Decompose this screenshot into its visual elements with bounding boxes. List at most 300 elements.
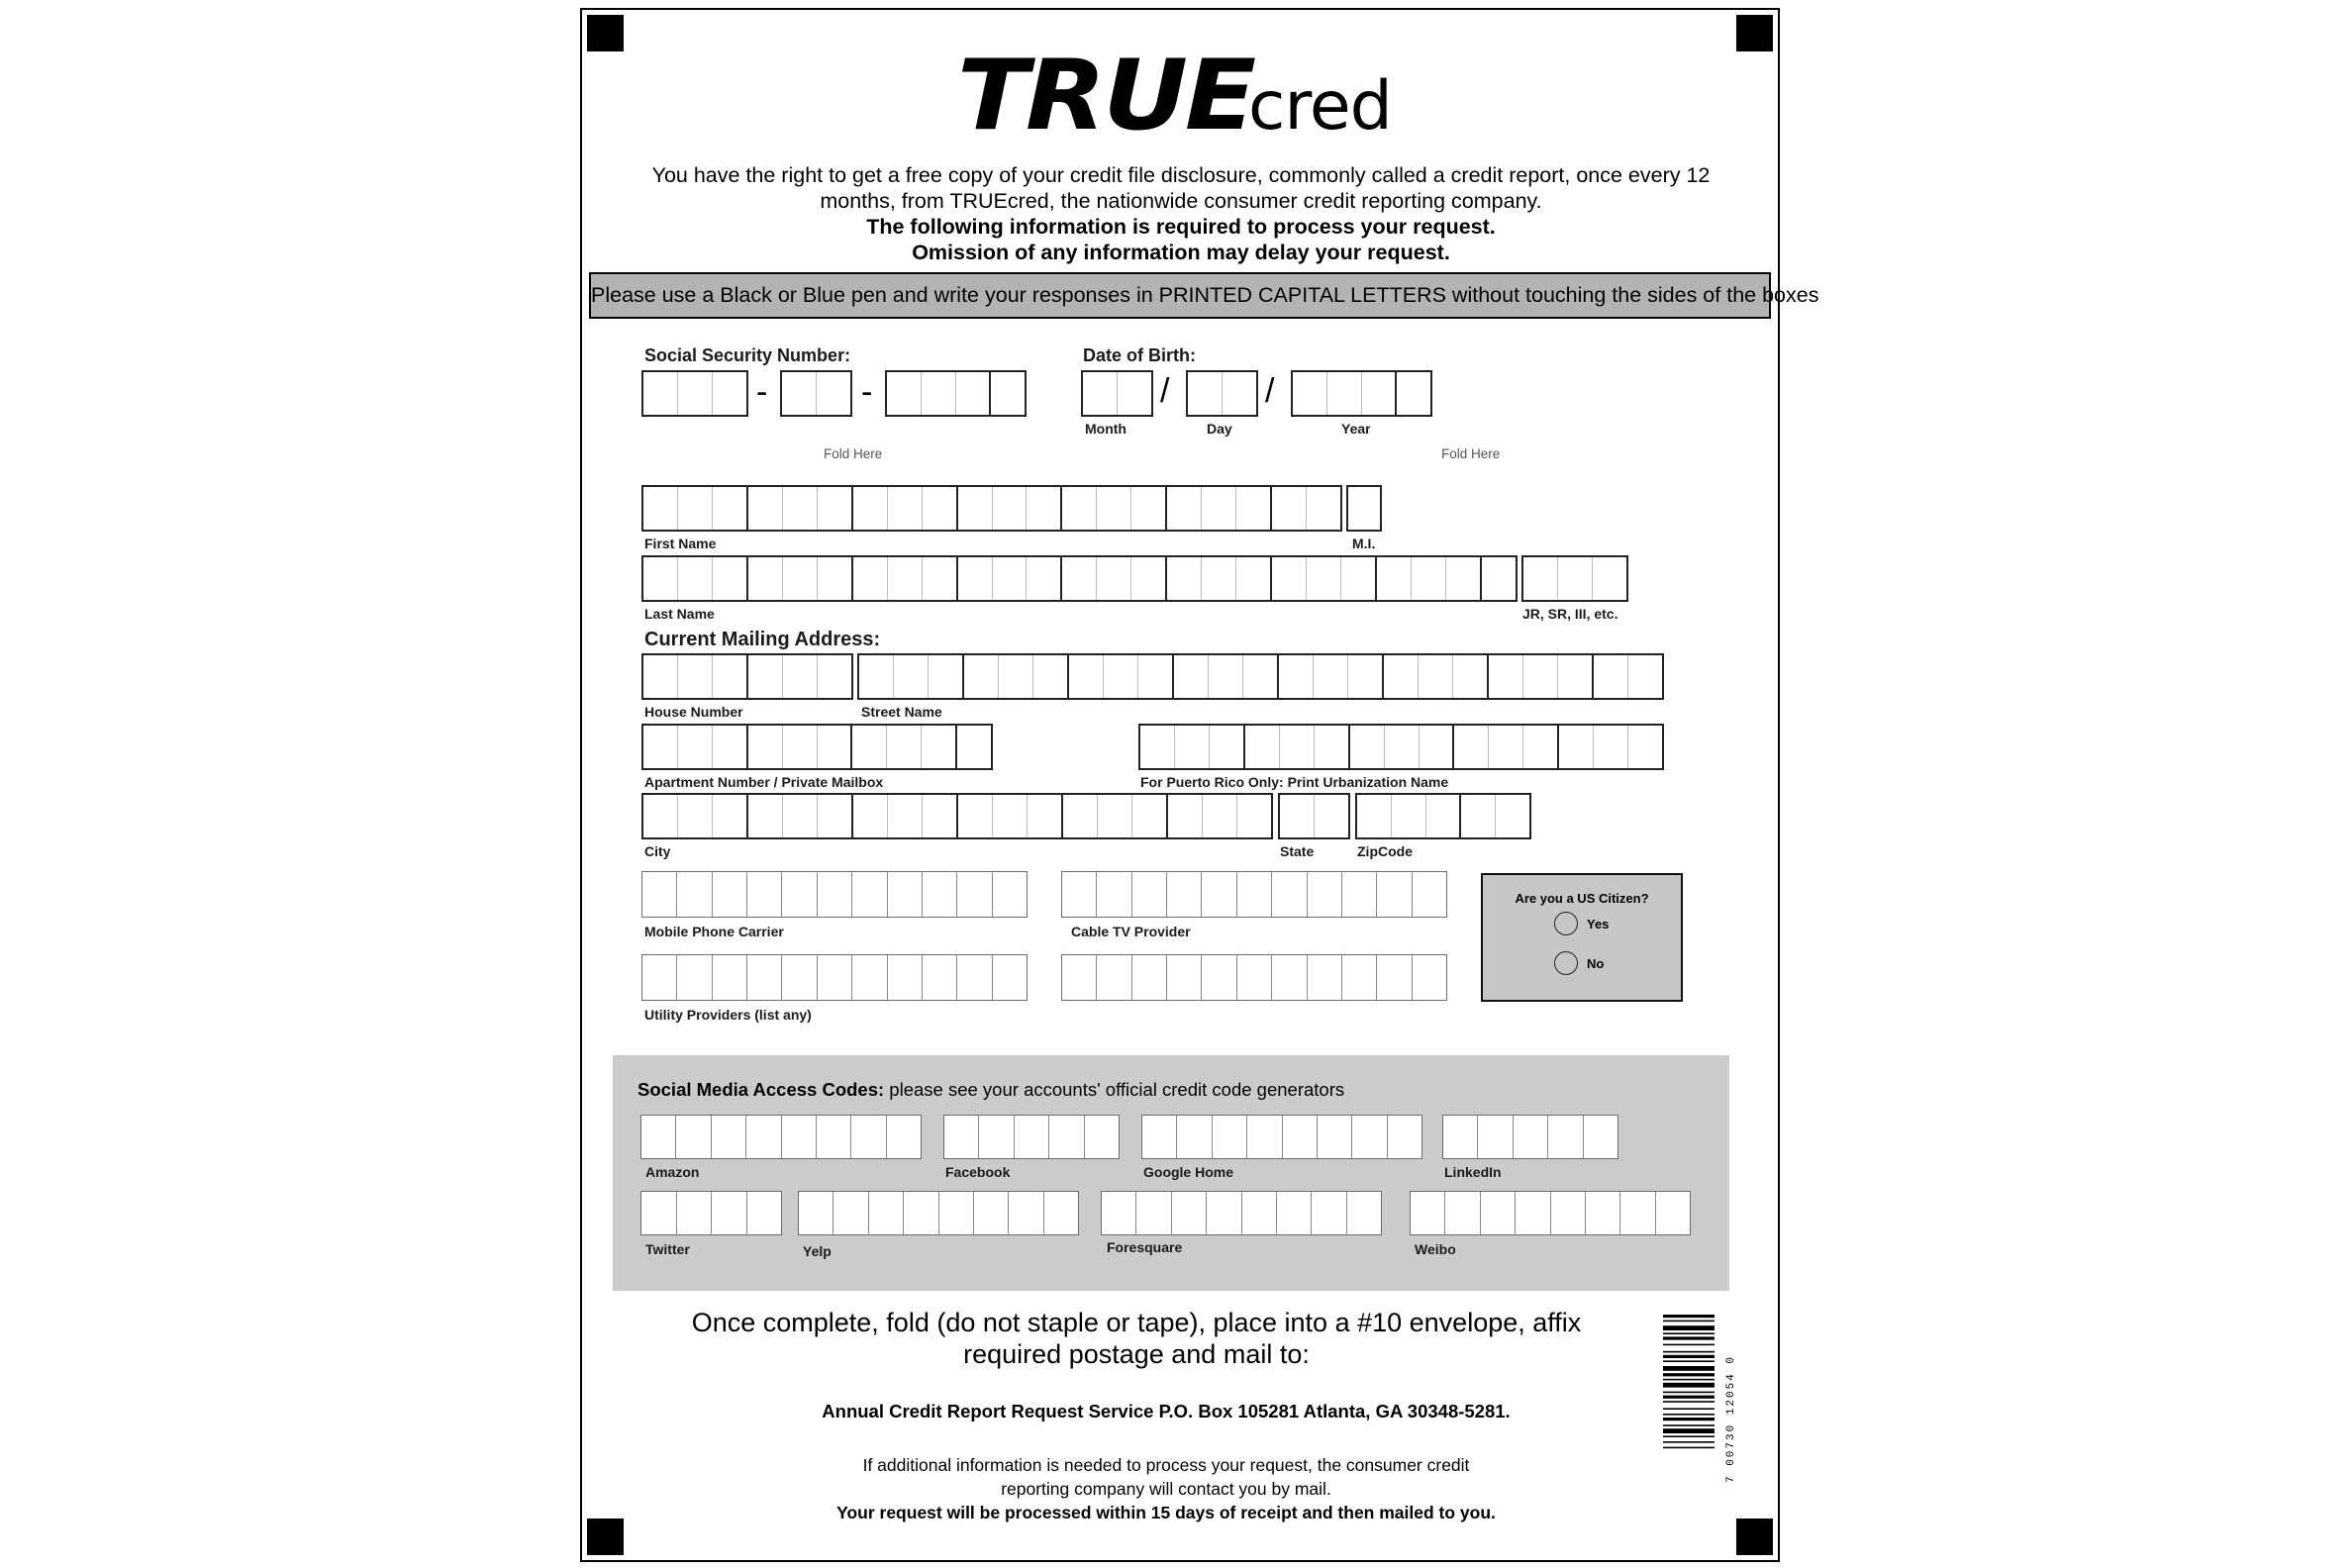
character-box[interactable] — [1585, 1192, 1619, 1234]
character-box[interactable] — [886, 1116, 921, 1158]
character-box[interactable] — [711, 1116, 745, 1158]
first-name-field[interactable] — [641, 485, 1342, 532]
character-box[interactable] — [1550, 1192, 1585, 1234]
character-box[interactable] — [1340, 557, 1375, 600]
character-box[interactable] — [1411, 557, 1445, 600]
character-box[interactable] — [1376, 872, 1411, 917]
character-box[interactable] — [1026, 487, 1060, 530]
character-box[interactable] — [746, 1192, 782, 1234]
intro-line-1: You have the right to get a free copy of your credit file disclosure, commonly called a credit report, once every 12 — [651, 163, 1711, 187]
apartment-field[interactable] — [641, 724, 993, 770]
character-box[interactable] — [992, 955, 1027, 1000]
barcode-bar — [1663, 1401, 1715, 1403]
character-box[interactable] — [816, 372, 850, 415]
character-box[interactable] — [1515, 1192, 1549, 1234]
character-box[interactable] — [1523, 557, 1557, 600]
urbanization-label: For Puerto Rico Only: Print Urbanization Name — [1140, 774, 1449, 790]
character-box[interactable] — [1048, 1116, 1083, 1158]
character-box[interactable] — [1270, 487, 1306, 530]
character-box[interactable] — [712, 872, 746, 917]
character-box[interactable] — [887, 872, 922, 917]
yelp-code-field[interactable] — [798, 1191, 1079, 1235]
character-box[interactable] — [1293, 372, 1326, 415]
character-box[interactable] — [1592, 655, 1627, 698]
amazon-code-field[interactable] — [640, 1115, 922, 1159]
character-box[interactable] — [859, 655, 893, 698]
character-box[interactable] — [677, 557, 712, 600]
character-box[interactable] — [1084, 1116, 1119, 1158]
character-box[interactable] — [816, 1116, 850, 1158]
character-box[interactable] — [1307, 872, 1341, 917]
character-box[interactable] — [781, 872, 816, 917]
character-box[interactable] — [1097, 795, 1131, 837]
character-box[interactable] — [1235, 487, 1270, 530]
foursquare-code-field[interactable] — [1101, 1191, 1382, 1235]
processing-note-line-1: If additional information is needed to process your request, the consumer credit — [862, 1455, 1470, 1475]
character-box[interactable] — [1271, 872, 1306, 917]
character-box[interactable] — [903, 1192, 937, 1234]
character-box[interactable] — [851, 557, 887, 600]
character-box[interactable] — [956, 795, 992, 837]
character-box[interactable] — [1131, 872, 1166, 917]
character-box[interactable] — [1395, 372, 1430, 415]
last-name-field[interactable] — [641, 555, 1518, 602]
character-box[interactable] — [922, 872, 956, 917]
character-box[interactable] — [1452, 655, 1487, 698]
character-box[interactable] — [677, 795, 712, 837]
character-box[interactable] — [1165, 487, 1201, 530]
character-box[interactable] — [781, 1116, 816, 1158]
character-box[interactable] — [641, 1192, 676, 1234]
character-box[interactable] — [1062, 955, 1096, 1000]
character-box[interactable] — [643, 795, 677, 837]
character-box[interactable] — [1236, 872, 1271, 917]
character-box[interactable] — [1166, 872, 1201, 917]
utility-provider-field-2[interactable] — [1061, 954, 1447, 1001]
character-box[interactable] — [1142, 1116, 1176, 1158]
character-box[interactable] — [817, 872, 851, 917]
character-box[interactable] — [677, 487, 712, 530]
urbanization-field[interactable] — [1138, 724, 1664, 770]
character-box[interactable] — [1391, 795, 1425, 837]
character-box[interactable] — [887, 795, 922, 837]
character-box[interactable] — [1357, 795, 1391, 837]
character-box[interactable] — [1096, 487, 1130, 530]
city-field[interactable] — [641, 793, 1273, 839]
character-box[interactable] — [642, 872, 676, 917]
character-box[interactable] — [1067, 655, 1103, 698]
character-box[interactable] — [1384, 726, 1419, 768]
character-box[interactable] — [1130, 557, 1165, 600]
character-box[interactable] — [1117, 372, 1151, 415]
dob-month-field[interactable] — [1081, 370, 1153, 417]
character-box[interactable] — [1348, 487, 1380, 530]
character-box[interactable] — [1341, 955, 1376, 1000]
character-box[interactable] — [1311, 1192, 1345, 1234]
character-box[interactable] — [1206, 1192, 1240, 1234]
character-box[interactable] — [1130, 487, 1165, 530]
twitter-code-field[interactable] — [640, 1191, 782, 1235]
character-box[interactable] — [850, 726, 886, 768]
character-box[interactable] — [1137, 655, 1172, 698]
character-box[interactable] — [1201, 557, 1235, 600]
character-box[interactable] — [1061, 795, 1097, 837]
character-box[interactable] — [712, 487, 746, 530]
character-box[interactable] — [1062, 872, 1096, 917]
character-box[interactable] — [1522, 655, 1557, 698]
character-box[interactable] — [1411, 1192, 1444, 1234]
character-box[interactable] — [746, 557, 782, 600]
character-box[interactable] — [1026, 557, 1060, 600]
character-box[interactable] — [712, 795, 746, 837]
character-box[interactable] — [833, 1192, 867, 1234]
character-box[interactable] — [1418, 655, 1452, 698]
character-box[interactable] — [989, 372, 1025, 415]
character-box[interactable] — [1655, 1192, 1690, 1234]
character-box[interactable] — [1171, 1192, 1206, 1234]
character-box[interactable] — [712, 726, 746, 768]
character-box[interactable] — [1241, 1192, 1276, 1234]
character-box[interactable] — [1096, 557, 1130, 600]
character-box[interactable] — [998, 655, 1032, 698]
character-box[interactable] — [1306, 487, 1340, 530]
character-box[interactable] — [1276, 1192, 1311, 1234]
character-box[interactable] — [1376, 955, 1411, 1000]
character-box[interactable] — [643, 655, 677, 698]
mobile-carrier-label: Mobile Phone Carrier — [644, 924, 784, 939]
character-box[interactable] — [1243, 726, 1279, 768]
character-box[interactable] — [922, 795, 956, 837]
suffix-label: JR, SR, III, etc. — [1522, 606, 1618, 622]
character-box[interactable] — [1277, 655, 1313, 698]
character-box[interactable] — [782, 372, 816, 415]
character-box[interactable] — [1412, 955, 1446, 1000]
character-box[interactable] — [1382, 655, 1418, 698]
character-box[interactable] — [887, 372, 921, 415]
character-box[interactable] — [1495, 795, 1529, 837]
character-box[interactable] — [992, 557, 1027, 600]
character-box[interactable] — [1619, 1192, 1654, 1234]
character-box[interactable] — [1236, 795, 1271, 837]
character-box[interactable] — [643, 487, 677, 530]
character-box[interactable] — [956, 487, 992, 530]
character-box[interactable] — [1488, 726, 1522, 768]
character-box[interactable] — [1282, 1116, 1317, 1158]
character-box[interactable] — [887, 487, 922, 530]
character-box[interactable] — [962, 655, 998, 698]
mobile-carrier-field[interactable] — [641, 871, 1028, 918]
character-box[interactable] — [1096, 955, 1130, 1000]
house-number-field[interactable] — [641, 653, 853, 700]
character-box[interactable] — [1419, 726, 1453, 768]
character-box[interactable] — [1209, 726, 1243, 768]
character-box[interactable] — [1060, 487, 1096, 530]
character-box[interactable] — [928, 655, 962, 698]
character-box[interactable] — [921, 726, 955, 768]
character-box[interactable] — [642, 955, 676, 1000]
no-radio[interactable] — [1554, 951, 1578, 975]
character-box[interactable] — [1246, 1116, 1281, 1158]
character-box[interactable] — [746, 955, 781, 1000]
character-box[interactable] — [1348, 726, 1384, 768]
character-box[interactable] — [1387, 1116, 1421, 1158]
barcode-digits-wrapper — [1725, 1313, 1737, 1483]
dob-day-field[interactable] — [1186, 370, 1258, 417]
character-box[interactable] — [851, 487, 887, 530]
character-box[interactable] — [1188, 372, 1222, 415]
character-box[interactable] — [978, 1116, 1013, 1158]
character-box[interactable] — [851, 872, 886, 917]
character-box[interactable] — [712, 955, 746, 1000]
character-box[interactable] — [1452, 726, 1488, 768]
character-box[interactable] — [712, 557, 746, 600]
character-box[interactable] — [1135, 1192, 1170, 1234]
character-box[interactable] — [675, 1116, 710, 1158]
character-box[interactable] — [1375, 557, 1411, 600]
state-label: State — [1280, 843, 1315, 859]
character-box[interactable] — [746, 487, 782, 530]
character-box[interactable] — [1166, 795, 1202, 837]
character-box[interactable] — [711, 1192, 746, 1234]
character-box[interactable] — [1008, 1192, 1042, 1234]
character-box[interactable] — [1280, 795, 1314, 837]
character-box[interactable] — [817, 955, 851, 1000]
character-box[interactable] — [799, 1192, 833, 1234]
character-box[interactable] — [1201, 955, 1235, 1000]
character-box[interactable] — [1627, 655, 1662, 698]
character-box[interactable] — [1480, 557, 1516, 600]
character-box[interactable] — [921, 372, 955, 415]
character-box[interactable] — [1208, 655, 1242, 698]
character-box[interactable] — [973, 1192, 1008, 1234]
character-box[interactable] — [1361, 372, 1396, 415]
character-box[interactable] — [1236, 955, 1271, 1000]
truecred-logo — [582, 40, 1778, 152]
character-box[interactable] — [676, 955, 711, 1000]
character-box[interactable] — [1477, 1116, 1512, 1158]
google-home-code-field[interactable] — [1141, 1115, 1422, 1159]
character-box[interactable] — [1341, 872, 1376, 917]
character-box[interactable] — [1326, 372, 1361, 415]
character-box[interactable] — [1627, 726, 1662, 768]
character-box[interactable] — [1351, 1116, 1386, 1158]
character-box[interactable] — [1102, 1192, 1135, 1234]
character-box[interactable] — [1443, 1116, 1477, 1158]
character-box[interactable] — [1131, 795, 1166, 837]
character-box[interactable] — [676, 1192, 712, 1234]
character-box[interactable] — [1140, 726, 1174, 768]
no-label: No — [1587, 955, 1605, 971]
character-box[interactable] — [1242, 655, 1277, 698]
character-box[interactable] — [817, 726, 851, 768]
character-box[interactable] — [817, 655, 851, 698]
character-box[interactable] — [851, 955, 886, 1000]
character-box[interactable] — [992, 872, 1027, 917]
character-box[interactable] — [1513, 1116, 1547, 1158]
street-name-field[interactable] — [857, 653, 1664, 700]
character-box[interactable] — [1043, 1192, 1078, 1234]
character-box[interactable] — [938, 1192, 973, 1234]
character-box[interactable] — [1271, 955, 1306, 1000]
character-box[interactable] — [1235, 557, 1270, 600]
character-box[interactable] — [1317, 1116, 1351, 1158]
processing-note-line-3: Your request will be processed within 15 days of receipt and then mailed to you. — [836, 1503, 1496, 1522]
barcode — [1663, 1313, 1715, 1483]
character-box[interactable] — [643, 726, 677, 768]
barcode-bar — [1663, 1428, 1715, 1433]
character-box[interactable] — [676, 872, 711, 917]
character-box[interactable] — [1557, 557, 1592, 600]
character-box[interactable] — [1096, 872, 1130, 917]
linkedin-code-field[interactable] — [1442, 1115, 1618, 1159]
character-box[interactable] — [956, 955, 991, 1000]
character-box[interactable] — [1522, 726, 1557, 768]
character-box[interactable] — [1313, 655, 1347, 698]
ssn-field-3[interactable] — [885, 370, 1027, 417]
dob-month-label: Month — [1085, 421, 1127, 437]
dob-year-field[interactable] — [1291, 370, 1432, 417]
cable-provider-label: Cable TV Provider — [1071, 924, 1191, 939]
utility-provider-field-1[interactable] — [641, 954, 1028, 1001]
character-box[interactable] — [1172, 655, 1208, 698]
character-box[interactable] — [782, 726, 817, 768]
character-box[interactable] — [893, 655, 928, 698]
barcode-bar — [1663, 1373, 1715, 1376]
character-box[interactable] — [1557, 655, 1592, 698]
character-box[interactable] — [1593, 726, 1627, 768]
character-box[interactable] — [746, 795, 782, 837]
weibo-code-field[interactable] — [1410, 1191, 1691, 1235]
character-box[interactable] — [887, 955, 922, 1000]
character-box[interactable] — [782, 557, 817, 600]
character-box[interactable] — [746, 655, 782, 698]
character-box[interactable] — [643, 557, 677, 600]
character-box[interactable] — [746, 872, 781, 917]
character-box[interactable] — [712, 655, 746, 698]
character-box[interactable] — [817, 795, 851, 837]
character-box[interactable] — [922, 487, 956, 530]
ssn-field-1[interactable] — [641, 370, 748, 417]
processing-note — [582, 1453, 1750, 1524]
character-box[interactable] — [1131, 955, 1166, 1000]
character-box[interactable] — [1201, 487, 1235, 530]
character-box[interactable] — [955, 372, 990, 415]
character-box[interactable] — [1176, 1116, 1211, 1158]
character-box[interactable] — [1212, 1116, 1246, 1158]
mailing-instructions — [661, 1307, 1612, 1370]
character-box[interactable] — [850, 1116, 885, 1158]
character-box[interactable] — [1425, 795, 1460, 837]
character-box[interactable] — [1202, 795, 1236, 837]
character-box[interactable] — [1027, 795, 1061, 837]
character-box[interactable] — [1165, 557, 1201, 600]
facebook-code-field[interactable] — [943, 1115, 1120, 1159]
character-box[interactable] — [782, 487, 817, 530]
character-box[interactable] — [1346, 1192, 1381, 1234]
character-box[interactable] — [1314, 795, 1348, 837]
character-box[interactable] — [1270, 557, 1306, 600]
character-box[interactable] — [782, 655, 817, 698]
suffix-field[interactable] — [1521, 555, 1628, 602]
intro-text — [622, 162, 1740, 265]
character-box[interactable] — [1032, 655, 1067, 698]
character-box[interactable] — [1347, 655, 1382, 698]
character-box[interactable] — [887, 557, 922, 600]
character-box[interactable] — [1201, 872, 1235, 917]
character-box[interactable] — [851, 795, 887, 837]
character-box[interactable] — [1014, 1116, 1048, 1158]
character-box[interactable] — [1412, 872, 1446, 917]
character-box[interactable] — [677, 372, 712, 415]
ssn-dash-2: - — [861, 373, 873, 411]
character-box[interactable] — [1060, 557, 1096, 600]
character-box[interactable] — [956, 557, 992, 600]
character-box[interactable] — [1174, 726, 1209, 768]
character-box[interactable] — [1445, 557, 1480, 600]
character-box[interactable] — [746, 726, 782, 768]
character-box[interactable] — [1314, 726, 1348, 768]
character-box[interactable] — [817, 557, 851, 600]
character-box[interactable] — [1459, 795, 1495, 837]
character-box[interactable] — [677, 655, 712, 698]
character-box[interactable] — [1307, 955, 1341, 1000]
middle-initial-field[interactable] — [1346, 485, 1382, 532]
character-box[interactable] — [782, 795, 817, 837]
character-box[interactable] — [956, 872, 991, 917]
character-box[interactable] — [1103, 655, 1137, 698]
character-box[interactable] — [677, 726, 712, 768]
character-box[interactable] — [922, 557, 956, 600]
us-citizen-question: Are you a US Citizen? — [1515, 891, 1649, 906]
character-box[interactable] — [1166, 955, 1201, 1000]
citizen-yes-option[interactable] — [1554, 912, 1609, 935]
character-box[interactable] — [955, 726, 991, 768]
character-box[interactable] — [868, 1192, 903, 1234]
character-box[interactable] — [922, 955, 956, 1000]
character-box[interactable] — [1487, 655, 1522, 698]
character-box[interactable] — [992, 487, 1027, 530]
character-box[interactable] — [1306, 557, 1340, 600]
dob-day-label: Day — [1207, 421, 1232, 437]
character-box[interactable] — [992, 795, 1027, 837]
dob-label: Date of Birth: — [1083, 345, 1196, 365]
character-box[interactable] — [643, 372, 677, 415]
barcode-bar — [1663, 1336, 1715, 1339]
character-box[interactable] — [1583, 1116, 1617, 1158]
ssn-field-2[interactable] — [780, 370, 852, 417]
character-box[interactable] — [1557, 726, 1593, 768]
character-box[interactable] — [712, 372, 746, 415]
character-box[interactable] — [1083, 372, 1117, 415]
character-box[interactable] — [944, 1116, 978, 1158]
cable-provider-field[interactable] — [1061, 871, 1447, 918]
character-box[interactable] — [1444, 1192, 1479, 1234]
character-box[interactable] — [1279, 726, 1314, 768]
character-box[interactable] — [745, 1116, 780, 1158]
state-field[interactable] — [1278, 793, 1350, 839]
zipcode-field[interactable] — [1355, 793, 1531, 839]
character-box[interactable] — [781, 955, 816, 1000]
character-box[interactable] — [1592, 557, 1626, 600]
yes-radio[interactable] — [1554, 912, 1578, 935]
character-box[interactable] — [1480, 1192, 1515, 1234]
character-box[interactable] — [1222, 372, 1256, 415]
character-box[interactable] — [886, 726, 921, 768]
character-box[interactable] — [1547, 1116, 1582, 1158]
character-box[interactable] — [817, 487, 851, 530]
citizen-no-option[interactable] — [1554, 951, 1604, 975]
character-box[interactable] — [641, 1116, 675, 1158]
